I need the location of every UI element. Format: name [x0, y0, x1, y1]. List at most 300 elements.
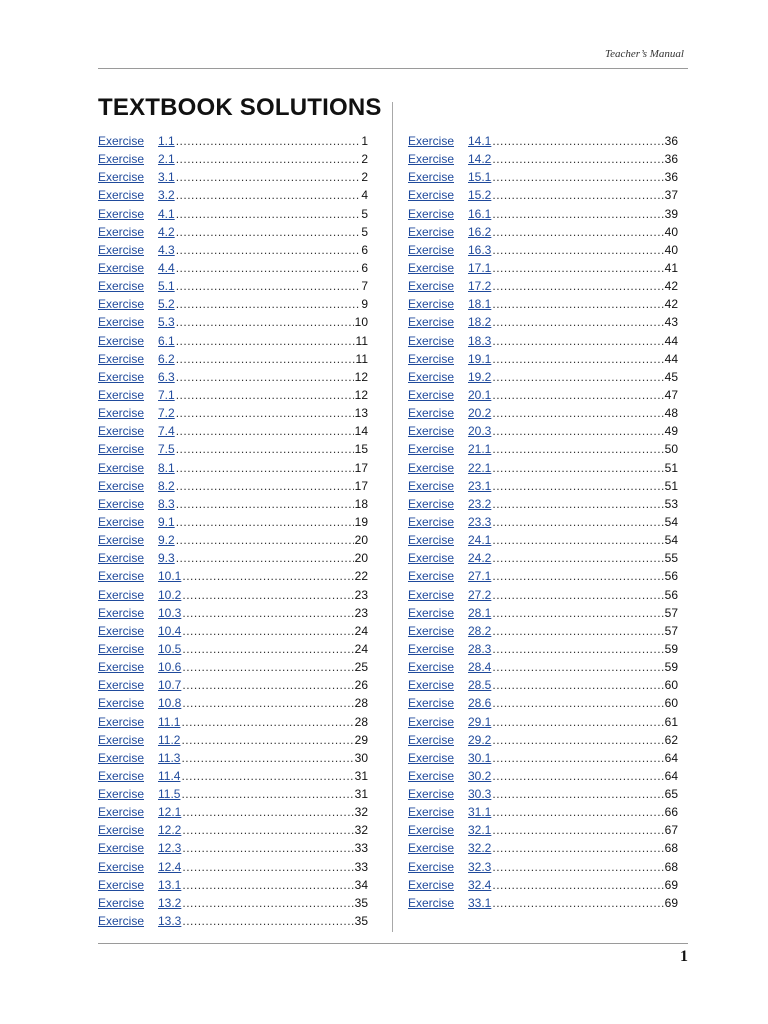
toc-entry-number-link[interactable]: 9.1: [158, 514, 175, 529]
toc-entry-label-link[interactable]: Exercise: [98, 768, 145, 783]
toc-entry-page: 13: [354, 406, 368, 421]
toc-entry-page: 14: [354, 424, 368, 439]
toc-entry-label-link[interactable]: Exercise: [98, 641, 145, 656]
toc-entry-number-link[interactable]: 7.2: [158, 406, 175, 421]
toc-entry-number-link[interactable]: 11.2: [158, 732, 181, 747]
toc-entry-label-link[interactable]: Exercise: [98, 242, 145, 257]
toc-entry-label-link[interactable]: Exercise: [98, 478, 145, 493]
toc-entry[interactable]: [98, 132, 368, 150]
toc-entry[interactable]: [98, 803, 368, 821]
toc-entry[interactable]: [98, 894, 368, 912]
toc-entry-number-link[interactable]: 14.2: [468, 152, 492, 167]
toc-entry[interactable]: [408, 168, 678, 186]
toc-entry[interactable]: [98, 858, 368, 876]
toc-entry-page: 65: [664, 787, 678, 802]
dot-leader: [492, 858, 663, 876]
toc-entry[interactable]: [98, 350, 368, 368]
toc-entry-number-link[interactable]: 13.1: [158, 877, 182, 892]
toc-entry-number-link[interactable]: 16.1: [468, 206, 492, 221]
toc-entry[interactable]: [98, 658, 368, 676]
toc-entry[interactable]: [408, 477, 678, 495]
toc-entry-number-link[interactable]: 28.6: [468, 696, 492, 711]
toc-entry-number-link[interactable]: 19.2: [468, 369, 492, 384]
toc-entry-label-link[interactable]: Exercise: [98, 424, 145, 439]
toc-entry-number-link[interactable]: 27.2: [468, 587, 492, 602]
toc-entry-number-link[interactable]: 18.1: [468, 297, 492, 312]
toc-entry[interactable]: [98, 640, 368, 658]
toc-entry-number-link[interactable]: 6.2: [158, 351, 175, 366]
toc-entry[interactable]: [408, 658, 678, 676]
toc-entry[interactable]: [408, 821, 678, 839]
toc-entry-number-link[interactable]: 33.1: [468, 895, 492, 910]
toc-entry-label-link[interactable]: Exercise: [408, 152, 455, 167]
toc-entry-label-link[interactable]: Exercise: [98, 406, 145, 421]
toc-entry-label-link[interactable]: Exercise: [408, 460, 455, 475]
toc-entry-page: 17: [354, 478, 368, 493]
toc-entry[interactable]: [98, 422, 368, 440]
dot-leader: [176, 223, 361, 241]
toc-entry-label-link[interactable]: Exercise: [408, 660, 455, 675]
toc-entry-label-link[interactable]: Exercise: [98, 170, 145, 185]
toc-entry[interactable]: [98, 150, 368, 168]
toc-entry-number-link[interactable]: 11.5: [158, 787, 181, 802]
toc-entry-label-link[interactable]: Exercise: [408, 514, 455, 529]
toc-entry-page: 57: [664, 605, 678, 620]
toc-entry-label-link[interactable]: Exercise: [408, 587, 455, 602]
toc-entry-label-link[interactable]: Exercise: [408, 260, 455, 275]
toc-entry-label-link[interactable]: Exercise: [408, 188, 455, 203]
toc-entry[interactable]: [408, 604, 678, 622]
dot-leader: [182, 640, 353, 658]
toc-entry[interactable]: [408, 531, 678, 549]
toc-entry-number-link[interactable]: 12.3: [158, 841, 182, 856]
toc-entry[interactable]: [98, 277, 368, 295]
toc-entry-label-link[interactable]: Exercise: [98, 351, 145, 366]
toc-entry-number-link[interactable]: 19.1: [468, 351, 492, 366]
toc-entry[interactable]: [408, 313, 678, 331]
toc-entry[interactable]: [408, 858, 678, 876]
toc-entry-number-link[interactable]: 29.1: [468, 714, 492, 729]
toc-entry[interactable]: [408, 731, 678, 749]
toc-entry[interactable]: [98, 604, 368, 622]
toc-entry[interactable]: [408, 295, 678, 313]
toc-entry-label-link[interactable]: Exercise: [408, 877, 455, 892]
toc-entry-number-link[interactable]: 16.2: [468, 224, 492, 239]
toc-entry[interactable]: [408, 767, 678, 785]
toc-entry-label-link[interactable]: Exercise: [98, 823, 145, 838]
toc-entry-label-link[interactable]: Exercise: [98, 877, 145, 892]
toc-entry-number-link[interactable]: 30.3: [468, 787, 492, 802]
toc-entry-page: 43: [664, 315, 678, 330]
toc-entry[interactable]: [98, 622, 368, 640]
toc-entry-number-link[interactable]: 11.1: [158, 714, 181, 729]
toc-entry-label-link[interactable]: Exercise: [408, 442, 455, 457]
toc-entry-label-link[interactable]: Exercise: [98, 841, 145, 856]
toc-entry-number-link[interactable]: 4.2: [158, 224, 175, 239]
toc-entry-number-link[interactable]: 29.2: [468, 732, 492, 747]
dot-leader: [182, 912, 353, 930]
toc-entry[interactable]: [98, 767, 368, 785]
toc-entry-number-link[interactable]: 5.3: [158, 315, 175, 330]
toc-entry-label-link[interactable]: Exercise: [408, 496, 455, 511]
dot-leader: [176, 422, 354, 440]
toc-entry[interactable]: [98, 386, 368, 404]
toc-entry-label-link[interactable]: Exercise: [98, 787, 145, 802]
toc-entry-number-link[interactable]: 9.3: [158, 551, 175, 566]
toc-entry[interactable]: [98, 694, 368, 712]
toc-entry-label-link[interactable]: Exercise: [408, 841, 455, 856]
toc-entry[interactable]: [98, 295, 368, 313]
dot-leader: [182, 658, 353, 676]
toc-entry[interactable]: [408, 332, 678, 350]
toc-entry-number-link[interactable]: 20.1: [468, 387, 492, 402]
dot-leader: [176, 295, 361, 313]
toc-entry[interactable]: [408, 205, 678, 223]
toc-entry-label-link[interactable]: Exercise: [98, 224, 145, 239]
toc-entry-number-link[interactable]: 32.2: [468, 841, 492, 856]
toc-entry-label-link[interactable]: Exercise: [408, 605, 455, 620]
toc-entry-label-link[interactable]: Exercise: [408, 134, 455, 148]
page-number: 1: [680, 948, 688, 965]
toc-entry-page: 60: [664, 678, 678, 693]
toc-entry-number-link[interactable]: 10.7: [158, 678, 182, 693]
toc-entry-number-link[interactable]: 6.1: [158, 333, 175, 348]
toc-entry-label-link[interactable]: Exercise: [98, 605, 145, 620]
toc-entry[interactable]: [408, 549, 678, 567]
toc-entry-label-link[interactable]: Exercise: [408, 333, 455, 348]
toc-entry[interactable]: [98, 749, 368, 767]
toc-entry[interactable]: [98, 313, 368, 331]
toc-entry[interactable]: [408, 132, 678, 150]
toc-entry-number-link[interactable]: 30.1: [468, 750, 492, 765]
toc-entry-number-link[interactable]: 15.1: [468, 170, 492, 185]
toc-entry-label-link[interactable]: Exercise: [98, 442, 145, 457]
toc-entry[interactable]: [408, 586, 678, 604]
toc-entry[interactable]: [408, 386, 678, 404]
toc-entry-number-link[interactable]: 13.3: [158, 914, 182, 929]
toc-entry-page: 53: [664, 496, 678, 511]
toc-entry-number-link[interactable]: 12.4: [158, 859, 182, 874]
toc-entry-number-link[interactable]: 32.3: [468, 859, 492, 874]
toc-entry-number-link[interactable]: 4.4: [158, 260, 175, 275]
toc-entry-number-link[interactable]: 14.1: [468, 134, 492, 148]
toc-entry-label-link[interactable]: Exercise: [408, 569, 455, 584]
toc-entry-number-link[interactable]: 6.3: [158, 369, 175, 384]
toc-entry[interactable]: [408, 749, 678, 767]
toc-entry-number-link[interactable]: 24.2: [468, 551, 492, 566]
toc-entry-number-link[interactable]: 28.1: [468, 605, 492, 620]
toc-entry-label-link[interactable]: Exercise: [98, 750, 145, 765]
toc-entry-number-link[interactable]: 10.6: [158, 660, 182, 675]
dot-leader: [181, 749, 353, 767]
toc-entry[interactable]: [98, 549, 368, 567]
toc-entry-page: 59: [664, 660, 678, 675]
toc-entry[interactable]: [408, 640, 678, 658]
toc-entry[interactable]: [98, 223, 368, 241]
toc-entry-number-link[interactable]: 5.1: [158, 279, 175, 294]
toc-entry-number-link[interactable]: 10.1: [158, 569, 182, 584]
toc-entry-label-link[interactable]: Exercise: [98, 696, 145, 711]
toc-entry-number-link[interactable]: 16.3: [468, 242, 492, 257]
toc-entry-page: 17: [354, 460, 368, 475]
toc-entry[interactable]: [98, 839, 368, 857]
toc-entry-label-link[interactable]: Exercise: [98, 460, 145, 475]
toc-entry[interactable]: [408, 459, 678, 477]
toc-entry[interactable]: [98, 676, 368, 694]
toc-entry-number-link[interactable]: 31.1: [468, 805, 492, 820]
toc-entry-number-link[interactable]: 10.4: [158, 623, 182, 638]
toc-entry-label-link[interactable]: Exercise: [408, 768, 455, 783]
toc-entry-number-link[interactable]: 10.5: [158, 641, 182, 656]
toc-entry-number-link[interactable]: 11.4: [158, 768, 181, 783]
toc-entry-label-link[interactable]: Exercise: [98, 188, 145, 203]
toc-entry[interactable]: [98, 713, 368, 731]
toc-entry-page: 33: [354, 841, 368, 856]
toc-entry[interactable]: [98, 513, 368, 531]
toc-entry[interactable]: [98, 241, 368, 259]
toc-entry-label-link[interactable]: Exercise: [408, 678, 455, 693]
toc-entry[interactable]: [408, 495, 678, 513]
toc-entry[interactable]: [408, 676, 678, 694]
toc-entry[interactable]: [408, 150, 678, 168]
toc-entry-label-link[interactable]: Exercise: [408, 823, 455, 838]
toc-entry[interactable]: [408, 839, 678, 857]
toc-entry-number-link[interactable]: 23.1: [468, 478, 492, 493]
toc-entry[interactable]: [408, 713, 678, 731]
toc-entry[interactable]: [408, 694, 678, 712]
toc-entry-number-link[interactable]: 2.1: [158, 152, 175, 167]
toc-entry-label-link[interactable]: Exercise: [98, 152, 145, 167]
toc-entry-label-link[interactable]: Exercise: [408, 750, 455, 765]
toc-entry-label-link[interactable]: Exercise: [98, 859, 145, 874]
toc-entry[interactable]: [408, 259, 678, 277]
toc-entry[interactable]: [98, 821, 368, 839]
toc-entry-label-link[interactable]: Exercise: [408, 805, 455, 820]
toc-entry-number-link[interactable]: 12.1: [158, 805, 182, 820]
toc-entry-number-link[interactable]: 10.8: [158, 696, 182, 711]
toc-entry-label-link[interactable]: Exercise: [408, 406, 455, 421]
toc-entry[interactable]: [408, 404, 678, 422]
toc-entry[interactable]: [408, 894, 678, 912]
toc-entry-label-link[interactable]: Exercise: [408, 696, 455, 711]
toc-entry-label-link[interactable]: Exercise: [98, 496, 145, 511]
toc-entry-label-link[interactable]: Exercise: [408, 533, 455, 548]
toc-entry-label-link[interactable]: Exercise: [98, 369, 145, 384]
dot-leader: [176, 277, 361, 295]
toc-entry-label-link[interactable]: Exercise: [98, 805, 145, 820]
toc-entry-number-link[interactable]: 28.2: [468, 623, 492, 638]
toc-entry[interactable]: [98, 586, 368, 604]
toc-entry-label-link[interactable]: Exercise: [98, 678, 145, 693]
toc-entry-number-link[interactable]: 18.3: [468, 333, 492, 348]
toc-entry-number-link[interactable]: 10.2: [158, 587, 182, 602]
toc-entry-label-link[interactable]: Exercise: [408, 787, 455, 802]
toc-entry[interactable]: [408, 876, 678, 894]
toc-entry-number-link[interactable]: 28.4: [468, 660, 492, 675]
dot-leader: [492, 332, 663, 350]
toc-entry-number-link[interactable]: 3.1: [158, 170, 175, 185]
toc-entry-label-link[interactable]: Exercise: [408, 732, 455, 747]
toc-entry[interactable]: [98, 731, 368, 749]
toc-entry-number-link[interactable]: 20.3: [468, 424, 492, 439]
toc-entry[interactable]: [98, 459, 368, 477]
toc-entry-page: 33: [354, 859, 368, 874]
toc-entry-number-link[interactable]: 15.2: [468, 188, 492, 203]
toc-entry-label-link[interactable]: Exercise: [408, 424, 455, 439]
toc-entry-number-link[interactable]: 12.2: [158, 823, 182, 838]
toc-entry-number-link[interactable]: 8.1: [158, 460, 175, 475]
toc-entry[interactable]: [408, 785, 678, 803]
toc-entry-label-link[interactable]: Exercise: [98, 206, 145, 221]
toc-entry-label-link[interactable]: Exercise: [98, 279, 145, 294]
toc-entry-page: 24: [354, 641, 368, 656]
toc-entry-number-link[interactable]: 17.1: [468, 260, 492, 275]
toc-entry-label-link[interactable]: Exercise: [98, 587, 145, 602]
toc-entry[interactable]: [98, 477, 368, 495]
toc-entry-label-link[interactable]: Exercise: [408, 206, 455, 221]
toc-entry[interactable]: [98, 495, 368, 513]
toc-entry[interactable]: [408, 277, 678, 295]
toc-entry[interactable]: [408, 513, 678, 531]
toc-entry-label-link[interactable]: Exercise: [408, 714, 455, 729]
toc-entry-label-link[interactable]: Exercise: [408, 641, 455, 656]
toc-entry-number-link[interactable]: 8.2: [158, 478, 175, 493]
toc-entry-label-link[interactable]: Exercise: [408, 895, 455, 910]
toc-entry-label-link[interactable]: Exercise: [98, 333, 145, 348]
toc-entry-number-link[interactable]: 7.5: [158, 442, 175, 457]
toc-entry-number-link[interactable]: 32.1: [468, 823, 492, 838]
toc-entry[interactable]: [408, 368, 678, 386]
toc-entry-label-link[interactable]: Exercise: [408, 478, 455, 493]
toc-entry-number-link[interactable]: 23.3: [468, 514, 492, 529]
toc-entry-label-link[interactable]: Exercise: [98, 714, 145, 729]
toc-entry-number-link[interactable]: 28.5: [468, 678, 492, 693]
toc-entry-number-link[interactable]: 11.3: [158, 750, 181, 765]
toc-entry[interactable]: [98, 404, 368, 422]
toc-entry-page: 54: [664, 533, 678, 548]
toc-entry[interactable]: [408, 186, 678, 204]
toc-entry-label-link[interactable]: Exercise: [98, 551, 145, 566]
toc-entry[interactable]: [408, 223, 678, 241]
toc-entry[interactable]: [408, 241, 678, 259]
toc-entry-label-link[interactable]: Exercise: [408, 551, 455, 566]
toc-entry-number-link[interactable]: 7.4: [158, 424, 175, 439]
toc-entry[interactable]: [98, 440, 368, 458]
toc-entry-label-link[interactable]: Exercise: [408, 297, 455, 312]
toc-entry[interactable]: [98, 531, 368, 549]
toc-entry-page: 68: [664, 859, 678, 874]
toc-entry[interactable]: [98, 876, 368, 894]
toc-entry-label-link[interactable]: Exercise: [98, 895, 145, 910]
toc-entry-label-link[interactable]: Exercise: [98, 297, 145, 312]
toc-entry-number-link[interactable]: 10.3: [158, 605, 182, 620]
toc-entry[interactable]: [98, 186, 368, 204]
toc-entry-label-link[interactable]: Exercise: [408, 387, 455, 402]
toc-entry-label-link[interactable]: Exercise: [408, 351, 455, 366]
toc-entry-number-link[interactable]: 3.2: [158, 188, 175, 203]
toc-entry-label-link[interactable]: Exercise: [98, 660, 145, 675]
toc-entry[interactable]: [98, 368, 368, 386]
toc-entry-label-link[interactable]: Exercise: [408, 369, 455, 384]
toc-entry-number-link[interactable]: 7.1: [158, 387, 175, 402]
dot-leader: [492, 894, 663, 912]
toc-entry[interactable]: [98, 785, 368, 803]
toc-entry-number-link[interactable]: 5.2: [158, 297, 175, 312]
toc-entry-label-link[interactable]: Exercise: [98, 914, 145, 929]
toc-entry-number-link[interactable]: 13.2: [158, 895, 182, 910]
toc-entry-label-link[interactable]: Exercise: [408, 623, 455, 638]
toc-entry-page: 42: [664, 297, 678, 312]
toc-entry-number-link[interactable]: 8.3: [158, 496, 175, 511]
toc-entry[interactable]: [98, 205, 368, 223]
toc-entry-label-link[interactable]: Exercise: [98, 134, 145, 148]
toc-entry[interactable]: [408, 622, 678, 640]
toc-entry-page: 15: [354, 442, 368, 457]
toc-entry[interactable]: [408, 803, 678, 821]
toc-entry[interactable]: [408, 350, 678, 368]
toc-entry-label-link[interactable]: Exercise: [98, 623, 145, 638]
dot-leader: [492, 604, 663, 622]
toc-entry-label-link[interactable]: Exercise: [98, 260, 145, 275]
toc-entry[interactable]: [408, 440, 678, 458]
toc-entry-number-link[interactable]: 20.2: [468, 406, 492, 421]
toc-entry-number-link[interactable]: 17.2: [468, 279, 492, 294]
toc-entry-number-link[interactable]: 21.1: [468, 442, 492, 457]
toc-entry-label-link[interactable]: Exercise: [408, 224, 455, 239]
toc-entry-label-link[interactable]: Exercise: [98, 315, 145, 330]
toc-entry-label-link[interactable]: Exercise: [98, 569, 145, 584]
toc-entry-number-link[interactable]: 28.3: [468, 641, 492, 656]
dot-leader: [176, 368, 354, 386]
toc-entry-label-link[interactable]: Exercise: [408, 859, 455, 874]
toc-entry-number-link[interactable]: 9.2: [158, 533, 175, 548]
toc-entry[interactable]: [98, 567, 368, 585]
toc-entry[interactable]: [98, 259, 368, 277]
toc-entry-number-link[interactable]: 23.2: [468, 496, 492, 511]
dot-leader: [176, 513, 354, 531]
toc-entry[interactable]: [408, 422, 678, 440]
toc-entry-number-link[interactable]: 24.1: [468, 533, 492, 548]
toc-entry-number-link[interactable]: 32.4: [468, 877, 492, 892]
toc-entry-label-link[interactable]: Exercise: [408, 242, 455, 257]
toc-entry-label-link[interactable]: Exercise: [408, 170, 455, 185]
toc-entry[interactable]: [408, 567, 678, 585]
toc-entry-number-link[interactable]: 4.1: [158, 206, 175, 221]
toc-entry[interactable]: [98, 912, 368, 930]
toc-entry-number-link[interactable]: 4.3: [158, 242, 175, 257]
toc-entry-number-link[interactable]: 1.1: [158, 134, 175, 148]
toc-entry-label-link[interactable]: Exercise: [98, 387, 145, 402]
toc-entry-label-link[interactable]: Exercise: [408, 315, 455, 330]
dot-leader: [492, 586, 663, 604]
dot-leader: [492, 386, 663, 404]
dot-leader: [492, 223, 663, 241]
dot-leader: [182, 622, 353, 640]
toc-entry-page: 26: [354, 678, 368, 693]
toc-entry-label-link[interactable]: Exercise: [98, 732, 145, 747]
toc-entry-label-link[interactable]: Exercise: [408, 279, 455, 294]
toc-entry-label-link[interactable]: Exercise: [98, 514, 145, 529]
toc-entry-number-link[interactable]: 18.2: [468, 315, 492, 330]
toc-entry-label-link[interactable]: Exercise: [98, 533, 145, 548]
toc-entry-number-link[interactable]: 27.1: [468, 569, 492, 584]
toc-entry-number-link[interactable]: 30.2: [468, 768, 492, 783]
dot-leader: [182, 839, 353, 857]
toc-entry-number-link[interactable]: 22.1: [468, 460, 492, 475]
dot-leader: [182, 894, 353, 912]
toc-entry[interactable]: [98, 332, 368, 350]
toc-entry[interactable]: [98, 168, 368, 186]
